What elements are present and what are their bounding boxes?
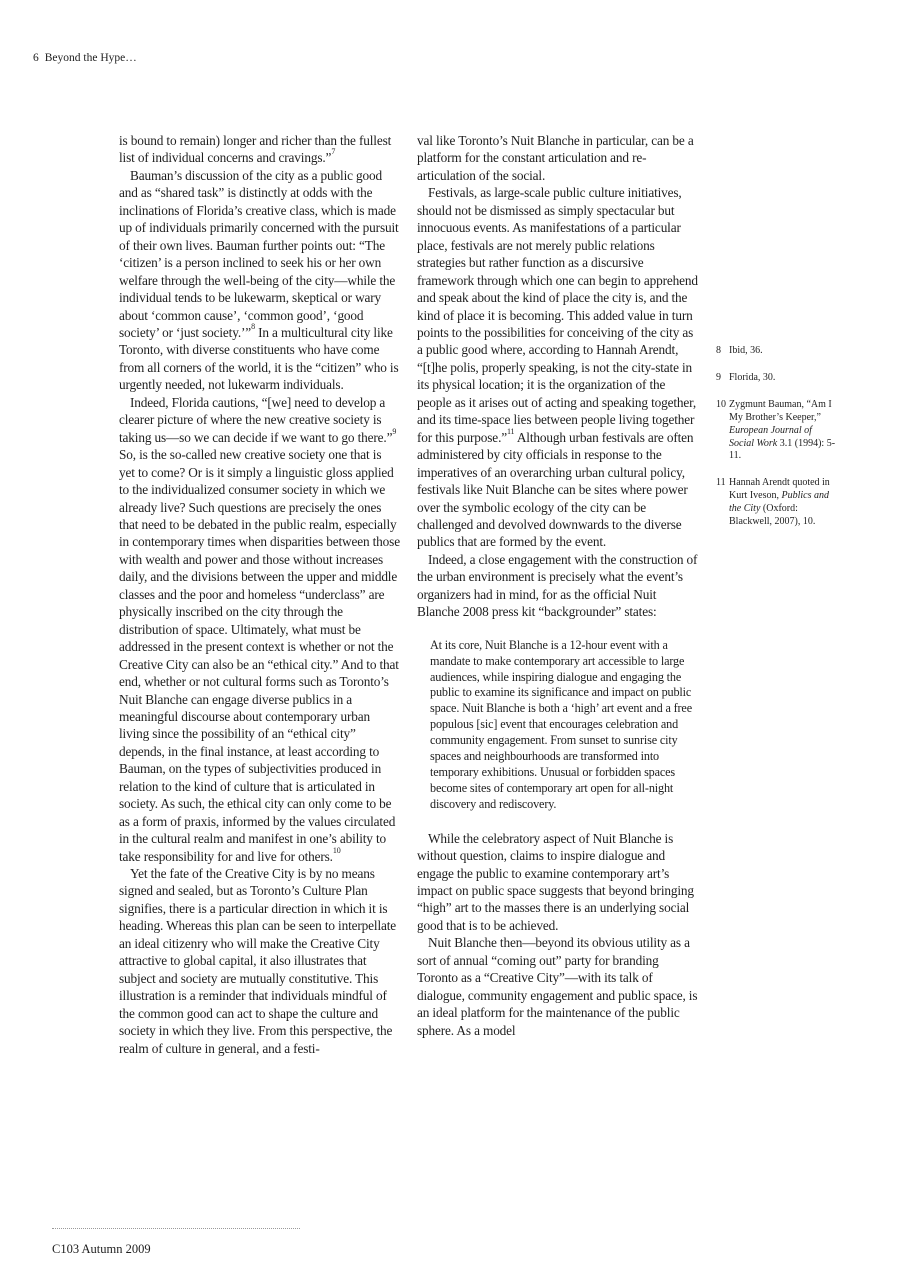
paragraph-text: Indeed, Florida cautions, “[we] need to develop a clearer picture of where the new creative society is taking us—so we can decide if we want to go there.” — [119, 394, 393, 445]
footnote-number: 9 — [716, 371, 721, 383]
paragraph — [119, 167, 400, 394]
footer-divider — [52, 1228, 300, 1229]
footnote-number: 8 — [716, 345, 721, 356]
footnote-mark: 8 — [251, 321, 255, 331]
footnote-mark: 7 — [331, 147, 336, 157]
paragraph-text: is bound to remain) longer and richer than the fullest list of individual concerns and cravings.” — [119, 133, 392, 166]
footnotes — [716, 345, 836, 543]
paragraph — [417, 934, 700, 1039]
paragraph-text: Although urban festivals are often administered by city officials in response to the imperatives of an overarching urban cultural policy, festivals like Nuit Blanche can be sites where power over the symbolic ecology of the city can be challenged and devolved downwards to the diverse publics that are formed by the event. — [417, 429, 694, 550]
page-number: 6 — [33, 52, 39, 64]
footnote — [716, 372, 836, 385]
footnote-text: (Oxford: Blackwell, 2007), 10. — [729, 503, 816, 528]
footnote-text: Hannah Arendt quoted in Kurt Iveson, — [729, 477, 830, 502]
footnote-text: 3.1 (1994): 5-11. — [729, 437, 836, 462]
block-quote-text: At its core, Nuit Blanche is a 12-hour event with a mandate to make contemporary art accessible to large audiences, while inspiring dialogue and engaging the public to examine its significance and impact on public space. Nuit Blanche is both a ‘high’ art event and a free populous [sic] event that encourages celebration and community engagement. From sunset to sunrise city spaces and neighbourhoods are transformed into temporary exhibitions. Unusual or forbidden spaces become sites of contemporary art open for all-night discovery and rediscovery. — [430, 637, 692, 811]
running-head — [33, 52, 137, 64]
paragraph — [417, 551, 700, 621]
footnote-title: European Journal of Social Work — [729, 424, 812, 449]
paragraph — [119, 865, 400, 1057]
footnote-title: Publics and the City — [729, 490, 829, 515]
left-column — [119, 132, 400, 1057]
footnote-text: Zygmunt Bauman, “Am I My Brother’s Keeper,” — [729, 398, 832, 423]
footnote-mark: 10 — [332, 845, 341, 855]
footnote-text: Ibid, 36. — [729, 345, 763, 356]
running-title: Beyond the Hype… — [44, 52, 137, 64]
paragraph-text: Indeed, a close engagement with the construction of the urban environment is precisely what the event’s organizers had in mind, for as the official Nuit Blanche 2008 press kit “backgrounder” states: — [417, 551, 698, 620]
footnote-mark: 9 — [392, 426, 397, 436]
footnote — [716, 399, 836, 464]
footnote — [716, 477, 836, 529]
footnote-text: Florida, 30. — [729, 371, 776, 383]
block-quote — [430, 638, 700, 813]
paragraph — [119, 394, 400, 865]
paragraph-text: Bauman’s discussion of the city as a public good and as “shared task” is distinctly at odds with the inclinations of Florida’s creative class, which is made up of individuals primarily concerned with the pursuit of their own lives. Bauman further points out: “The ‘citizen’ is a person inclined to seek his or her own welfare through the well-being of the city—while the individual tends to be lukewarm, skeptical or wary about ‘common cause’, ‘common good’, ‘good society’ or ‘just society.’” — [119, 167, 399, 340]
paragraph — [119, 132, 400, 167]
paragraph-text: While the celebratory aspect of Nuit Blanche is without question, claims to inspire dialogue and engage the public to examine contemporary art’s impact on public space suggests that beyond bringing “high” art to the masses there is an underlying social good that is to be achieved. — [417, 830, 694, 933]
footer-issue: C103 Autumn 2009 — [52, 1242, 151, 1256]
paragraph-text: So, is the so-called new creative society one that is yet to come? Or is it simply a linguistic gloss applied to the individualized consumer society in which we already live? Such questions are precisely the ones that need to be debated in the public realm, especially in contemporary times when disparities between those with wealth and power and those without increases daily, and the divisions between the upper and middle classes and the poor and homeless “underclass” are physically inscribed on the city through the distribution of space. Ultimately, what must be addressed in the present context is whether or not the Creative City can also be an “ethical city.” And to that end, whether or not cultural forms such as Toronto’s Nuit Blanche can engage diverse publics in a meaningful discourse about contemporary urban living since the possibility of an “ethical city” depends, in the final instance, at least according to Bauman, on the types of subjectivities produced in relation to the kind of culture that is articulated in society. As such, the ethical city can only come to be as a form of praxis, informed by the values circulated in the cultural realm and manifest in one’s ability to take responsibility for and live for others. — [119, 447, 400, 864]
paragraph — [417, 132, 700, 184]
paragraph-text: In a multicultural city like Toronto, with diverse constituents who have come from all corners of the world, it is the “citizen” who is urgently needed, not lukewarm individuals. — [119, 324, 399, 393]
right-column — [417, 132, 700, 1039]
footnote-number: 11 — [716, 477, 726, 489]
paragraph — [417, 184, 700, 551]
paragraph — [417, 830, 700, 935]
paragraph-text: Nuit Blanche then—beyond its obvious utility as a sort of annual “coming out” party for branding Toronto as a “Creative City”—with its talk of dialogue, community engagement and public space, is an ideal platform for the maintenance of the public sphere. As a model — [417, 935, 698, 1038]
footnote-number: 10 — [716, 398, 726, 410]
footnote-mark: 11 — [507, 426, 515, 436]
paragraph-text: Yet the fate of the Creative City is by no means signed and sealed, but as Toronto’s Culture Plan signifies, there is a particular direction in which it is heading. Whereas this plan can be seen to interpellate an ideal citizenry who will make the Creative City attractive to global capital, it also illustrates that subject and society are mutually constitutive. This illustration is a reminder that individuals mindful of the common good can act to shape the culture and society in which they live. From this perspective, the realm of culture in general, and a festi- — [119, 866, 397, 1056]
paragraph-text: val like Toronto’s Nuit Blanche in particular, can be a platform for the constant articulation and re-articulation of the social. — [417, 133, 694, 183]
footnote — [716, 345, 836, 358]
paragraph-text: Festivals, as large-scale public culture initiatives, should not be dismissed as simply spectacular but innocuous events. As manifestations of a particular place, festivals are not merely public relations strategies but rather function as a discursive framework through which one can begin to apprehend and speak about the kind of place the city is, and the kind of place it is becoming. This added value in turn points to the possibilities for conceiving of the city as a public good where, according to Hannah Arendt, “[t]he polis, properly speaking, is not the city-state in its physical location; it is the organization of the people as it arises out of acting and speaking together, and its time-space lies between people living together for this purpose.” — [417, 185, 698, 445]
